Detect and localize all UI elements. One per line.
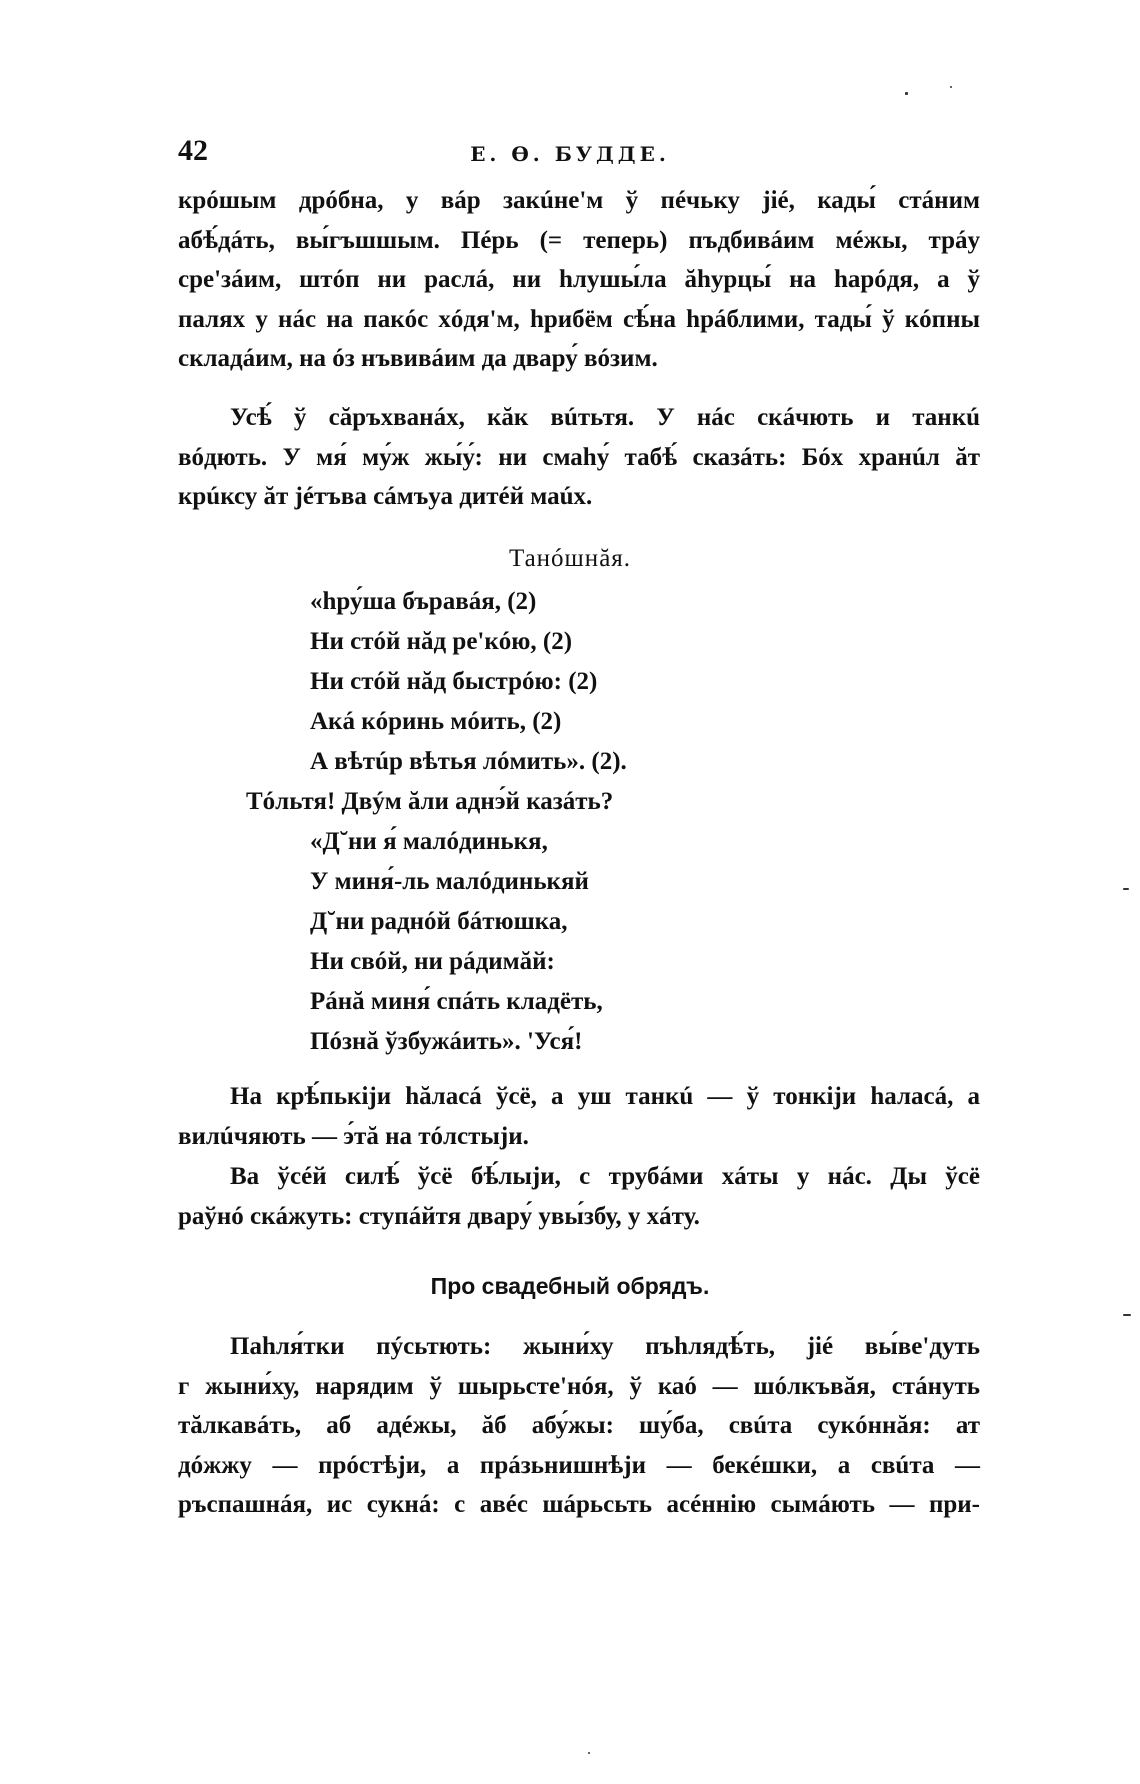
- running-header: Е. Ө. БУДДЕ.: [470, 142, 670, 166]
- verse-line: Рáнă миня́ спáть кладёть,: [310, 988, 603, 1015]
- song-stanza-1: [310, 582, 627, 782]
- verse-line: «һру́ша бъравáя, (2): [310, 588, 537, 615]
- text-line: дóжжу — прóстѣји, а прáзьнишнѣји — бекéшки, а свúта —: [178, 1451, 980, 1479]
- scan-mark: [905, 92, 908, 95]
- verse-line: Ни стóй нăд быстрóю: (2): [310, 668, 598, 695]
- verse-line: У миня́-ль малóдинькяй: [310, 868, 589, 895]
- text-line: ръспашнáя, ис сукнá: с авéс шáрьсьть асéннію сымáють — при-: [178, 1491, 980, 1518]
- text-line: крóшым дрóбна, у вáр закúне'м ў пéчьку јіé, кады́ стáним: [178, 187, 980, 214]
- text-line: складáим, на óз нъвивáим да двару́ вóзим.: [178, 345, 658, 372]
- text-line: раўнó скáжуть: ступáйтя двару́ увы́збу, у хáту.: [178, 1202, 700, 1230]
- text-line: крúксу ăт јéтъва сáмъуа дитéй маúх.: [178, 483, 593, 510]
- text-line: вóдють. У мя́ му́ж жы́у́: ни смаһу́ табѣ́ сказáть: Бóх хранúл ăт: [178, 443, 980, 471]
- text-line: вилúчяють — э́тă на тóлстыји.: [178, 1122, 529, 1150]
- scan-mark: [588, 1752, 590, 1754]
- verse-line: Пóзнă ўзбужáить». 'Уся́!: [310, 1028, 583, 1055]
- scan-mark: [1123, 1314, 1131, 1316]
- text-line: палях у нáс на пакóс хóдя'м, һрибём сѣ́на һрáблими, тады́ ў кóпны: [178, 305, 980, 333]
- text-line: сре'зáим, штóп ни раслá, ни һлушы́ла ăһурцы́ на һарóдя, а ў: [178, 266, 980, 293]
- text-line: Паһля́тки пýсьтють: жыни́ху пъһлядѣ́ть, јіé вы́ве'дуть: [230, 1333, 980, 1360]
- text-line: Ва ўсéй силѣ́ ўсё бѣ́лыји, с трубáми хáты у нáс. Ды ўсё: [230, 1163, 980, 1190]
- paragraph-1: [178, 181, 980, 379]
- section-title: Про свадебный обрядъ.: [430, 1273, 710, 1299]
- song-question: Тóльтя! Двýм ăли аднэ́й казáть?: [246, 788, 614, 815]
- paragraph-5: [178, 1327, 980, 1525]
- scan-mark: [950, 86, 952, 88]
- text-line: г жыни́ху, нарядим ў шырьсте'нóя, ў каó — шóлкъвăя, стáнуть: [178, 1372, 980, 1400]
- paragraph-3: [178, 1077, 980, 1156]
- text-line: Усѣ́ ў сăръхванáх, кăк вúтьтя. У нáс скáчють и танкú: [230, 404, 980, 431]
- verse-line: Ни стóй нăд ре'кóю, (2): [310, 628, 573, 655]
- verse-line: А вѣтúр вѣтья лóмить». (2).: [310, 748, 627, 775]
- paragraph-4: [178, 1157, 980, 1236]
- verse-line: Ни свóй, ни рáдимăй:: [310, 948, 555, 975]
- text-line: На крѣ́пькіји һăласá ўсё, а уш танкú — ў тонкіји һаласá, а: [230, 1083, 980, 1110]
- text-line: тăлкавáть, аб адéжы, ăб абу́жы: шу́ба, свúта сукóннăя: ат: [178, 1412, 980, 1439]
- paragraph-2: [178, 398, 980, 517]
- scan-mark: [1123, 888, 1129, 890]
- song-title: Танóшнăя.: [508, 545, 632, 572]
- text-line: абѣ́дáть, вы́гъшшым. Пéрь (= теперь) пъдбивáим мéжы, трáу: [178, 226, 980, 254]
- page-number: 42: [178, 134, 208, 167]
- verse-line: Д˘ни раднóй бáтюшка,: [310, 908, 568, 935]
- verse-line: «Д˘ни я́ малóдинькя,: [310, 828, 548, 855]
- verse-line: Акá кóринь мóить, (2): [310, 708, 562, 735]
- song-stanza-2: [310, 822, 603, 1062]
